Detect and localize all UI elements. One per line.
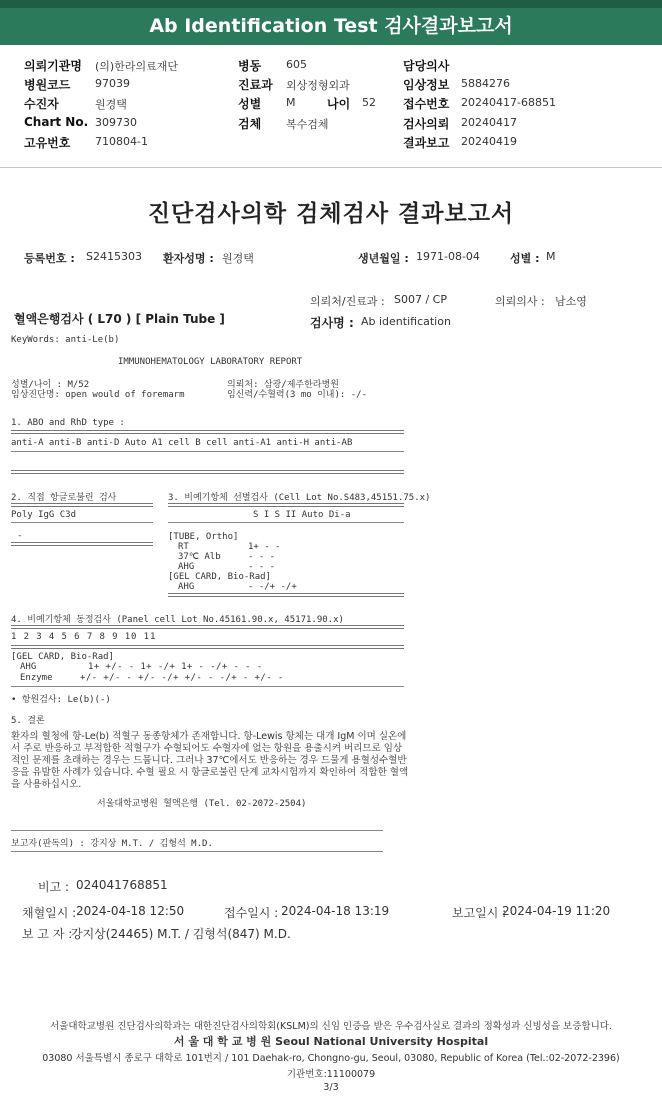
certification-text: 서울대학교병원 진단검사의학과는 대한진단검사의학회(KSLM)의 신임 인증을 받은 우수검사실로 결과의 정확성과 신빙성을 보증합니다.: [50, 1021, 612, 1032]
banner-title: Ab Identification Test 검사결과보고서: [149, 15, 513, 37]
screen-gel-label: [GEL CARD, Bio-Rad]: [168, 572, 271, 582]
hospital-address: 03080 서울특별시 종로구 대학로 101번지 / 101 Daehak-ro, Chongno-gu, Seoul, 03080, Republic of Korea (Tel.:02-2072-2396): [42, 1053, 620, 1064]
divider: [11, 470, 404, 474]
summary-value: M: [286, 96, 296, 109]
summary-label: 의뢰기관명: [24, 59, 82, 73]
header-divider: [0, 167, 662, 168]
summary-label: 진료과: [238, 78, 273, 92]
collect-value: 2024-04-18 12:50: [76, 904, 185, 918]
screen-row-values: 1+ - -: [248, 542, 281, 552]
divider: [11, 851, 383, 852]
summary-header: [0, 47, 662, 167]
divider: [11, 625, 404, 629]
summary-label: 검사의뢰: [403, 117, 450, 131]
screen-tube-label: [TUBE, Ortho]: [168, 532, 239, 542]
reporter-line: 보고자(판독의) : 강지상 M.T. / 김형석 M.D.: [11, 839, 213, 849]
summary-label: 성별: [238, 97, 262, 111]
summary-value: 605: [286, 58, 307, 71]
sex-value: M: [546, 250, 556, 263]
receive-value: 2024-04-18 13:19: [281, 904, 390, 918]
report-label: 보고일시 :: [452, 906, 507, 920]
summary-value: 20240417: [461, 116, 517, 129]
summary-value: 97039: [95, 77, 130, 90]
doctor-value: 남소영: [555, 295, 587, 308]
screen-row-values: - - -: [248, 562, 276, 572]
screen-row-label: 37℃ Alb: [178, 552, 221, 562]
summary-label: 임상정보: [403, 78, 450, 92]
summary-value: 20240417-68851: [461, 96, 556, 109]
summary-value: 5884276: [461, 77, 510, 90]
conclusion-title: 5. 결론: [11, 716, 45, 726]
dept-label: 의뢰처/진료과 :: [310, 295, 385, 308]
summary-value: 외상정형외과: [286, 79, 350, 92]
panel-row-values: 1+ +/- - 1+ -/+ 1+ - -/+ - - -: [88, 662, 263, 672]
screen-row-label: AHG: [178, 582, 195, 592]
document-title: 진단검사의학 검체검사 결과보고서: [147, 201, 515, 227]
sex-label: 성별 :: [510, 252, 540, 265]
dat-title: 2. 직접 항글로불린 검사: [11, 493, 117, 503]
divider: [11, 645, 404, 649]
keywords: KeyWords: anti-Le(b): [11, 335, 120, 345]
receive-label: 접수일시 :: [224, 906, 279, 920]
summary-value: (의)한라의료재단: [95, 60, 178, 73]
divider: [11, 451, 404, 452]
summary-value: 복수검체: [286, 118, 329, 131]
panel-row-label: AHG: [20, 662, 37, 672]
reg-label: 등록번호 :: [24, 252, 75, 265]
dat-result: -: [17, 531, 23, 541]
divider: [168, 522, 404, 523]
summary-label: 검체: [238, 117, 262, 131]
divider: [11, 430, 404, 434]
antigen-test-note: • 항원검사: Le(b)(-): [11, 695, 111, 705]
summary-label: 병원코드: [24, 78, 71, 92]
panel-row-label: Enzyme: [20, 673, 53, 683]
divider: [11, 542, 153, 546]
clinical-diagnosis: 임상진단명: open would of foremarm: [11, 390, 185, 400]
test-name-value: Ab identification: [361, 315, 451, 328]
name-value: 원경택: [222, 252, 254, 265]
report-value: 2024-04-19 11:20: [502, 904, 611, 918]
summary-label: 병동: [238, 59, 262, 73]
reporter-label: 보 고 자 :: [22, 927, 73, 941]
divider: [11, 686, 404, 687]
summary-value: 20240419: [461, 135, 517, 148]
conclusion-text: 환자의 혈청에 항-Le(b) 적혈구 동종항체가 존재합니다. 항-Lewis 항체는 대개 IgM 이며 실온에서 주로 반응하고 부적합한 적혈구가 수혈되어도 수혈자에 없는 항원을 용출시켜 버리므로 임상적인 문제를 초래하는 경우는 드뭅니다. 그러나 37℃에서도 반응하는 경우 드물게 용혈성수혈반응을 유발한 사례가 있습니다. 수혈 필요 시 항글로불린 단계 교차시험까지 확인하여 적합한 혈액을 사용하십시오.: [11, 731, 409, 790]
bloodbank-contact: 서울대학교병원 혈액은행 (Tel. 02-2072-2504): [97, 799, 307, 809]
summary-label: Chart No.: [24, 115, 89, 129]
panel-header: 1 2 3 4 5 6 7 8 9 10 11: [11, 632, 157, 642]
summary-label: 수진자: [24, 97, 59, 111]
summary-label: 접수번호: [403, 97, 450, 111]
dept-value: S007 / CP: [394, 293, 447, 306]
divider: [11, 830, 383, 831]
test-name-label: 검사명 :: [310, 316, 354, 330]
abo-header: anti-A anti-B anti-D Auto A1 cell B cell anti-A1 anti-H anti-AB: [11, 438, 353, 448]
report-heading: IMMUNOHEMATOLOGY LABORATORY REPORT: [118, 357, 303, 367]
abo-title: 1. ABO and RhD type :: [11, 418, 125, 428]
collect-label: 채혈일시 :: [22, 906, 77, 920]
divider: [11, 503, 153, 507]
name-label: 환자성명 :: [163, 252, 214, 265]
pregnancy-history: 임신력/수혈력(3 mo 이내): -/-: [227, 390, 367, 400]
reg-value: S2415303: [86, 250, 142, 263]
summary-label: 나이: [327, 97, 351, 111]
memo-label: 비고 :: [38, 880, 70, 894]
doctor-label: 의뢰의사 :: [495, 295, 545, 308]
page-number: 3/3: [323, 1082, 339, 1093]
divider: [168, 593, 404, 597]
sex-age: 성별/나이 : M/52: [11, 380, 90, 390]
panel-gel-label: [GEL CARD, Bio-Rad]: [11, 652, 114, 662]
summary-label: 고유번호: [24, 136, 71, 150]
screen-header: S I S II Auto Di-a: [253, 510, 351, 520]
screen-row-values: - - -: [248, 552, 276, 562]
divider: [11, 522, 153, 523]
dat-header: Poly IgG C3d: [11, 510, 77, 520]
summary-value: 원경택: [95, 98, 127, 111]
memo-value: 024041768851: [76, 878, 168, 892]
summary-value: 52: [362, 96, 376, 109]
dob-label: 생년월일 :: [358, 252, 409, 265]
hospital-name: 서 울 대 학 교 병 원 Seoul National University Hospital: [173, 1035, 489, 1048]
panel-title: 4. 비예기항체 동정검사 (Panel cell Lot No.45161.90.x, 45171.90.x): [11, 615, 344, 625]
summary-label: 결과보고: [403, 136, 450, 150]
summary-value: 309730: [95, 116, 137, 129]
dob-value: 1971-08-04: [416, 250, 480, 263]
divider: [168, 503, 404, 507]
requester: 의뢰처: 삼광/제주한라병원: [227, 380, 339, 390]
summary-label: 담당의사: [403, 59, 450, 73]
screen-row-label: AHG: [178, 562, 195, 572]
test-section-title: 혈액은행검사 ( L70 ) [ Plain Tube ]: [14, 312, 225, 326]
reporter-value: 강지상(24465) M.T. / 김형석(847) M.D.: [71, 927, 291, 941]
panel-row-values: +/- +/- - +/- -/+ +/- - -/+ - +/- -: [80, 673, 284, 683]
screen-row-label: RT: [178, 542, 189, 552]
institution-number: 기관번호:11100079: [286, 1069, 376, 1080]
screen-title: 3. 비예기항체 선별검사 (Cell Lot No.S483,45151.75.x): [168, 493, 431, 503]
summary-value: 710804-1: [95, 135, 148, 148]
screen-row-values: - -/+ -/+: [248, 582, 297, 592]
